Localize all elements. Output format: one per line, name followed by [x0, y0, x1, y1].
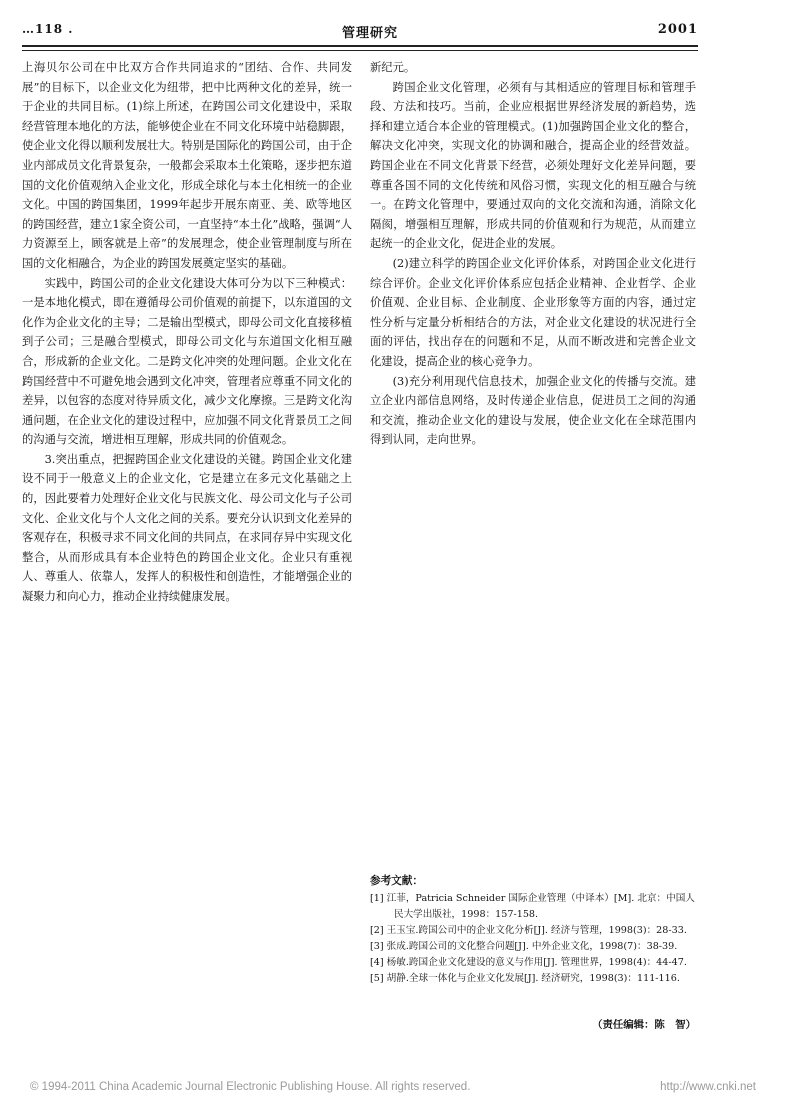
references-section [370, 873, 696, 987]
page-header [22, 22, 698, 42]
page-number: …118 . [22, 22, 74, 36]
responsible-editor: （责任编辑：陈 智） [592, 1019, 696, 1031]
journal-year: 2001 [657, 22, 698, 37]
body-paragraph: 3.突出重点，把握跨国企业文化建设的关键。跨国企业文化建设不同于一般意义上的企业文化，它是建立在多元文化基础之上的，因此要着力处理好企业文化与民族文化、母公司文化与子公司文化、企业文化与个人文化之间的关系。要充分认识到文化差异的客观存在，积极寻求不同文化间的共同点，在求同存异中实现文化整合，从而形成具有本企业特色的跨国企业文化。企业只有重视人、尊重人、依靠人，发挥人的积极性和创造性，才能增强企业的凝聚力和向心力，推动企业持续健康发展。 [22, 452, 352, 604]
references-title: 参考文献： [370, 875, 423, 887]
body-paragraph: 跨国企业文化管理，必须有与其相适应的管理目标和管理手段、方法和技巧。当前，企业应根据世界经济发展的新趋势，选择和建立适合本企业的管理模式。(1)加强跨国企业文化的整合，解决文化冲突，实现文化的协调和融合，提高企业的经营效益。跨国企业在不同文化背景下经营，必须处理好文化差异问题，要尊重各国不同的文化传统和风俗习惯，实现文化的相互融合与统一。在跨文化管理中，要通过双向的文化交流和沟通，消除文化隔阂，增强相互理解，形成共同的价值观和行为规范，从而建立起统一的企业文化，促进企业的发展。 [370, 80, 696, 251]
reference-item: [1] 江菲，Patricia Schneider 国际企业管理（中译本）[M]. 北京：中国人民大学出版社，1998：157-158. [370, 893, 695, 920]
body-paragraph: 实践中，跨国公司的企业文化建设大体可分为以下三种模式：一是本地化模式，即在遵循母公司价值观的前提下，以东道国的文化作为企业文化的主导；二是输出型模式，即母公司文化直接移植到子公司；三是融合型模式，即母公司文化与东道国文化相互融合，形成新的企业文化。二是跨文化冲突的处理问题。企业文化在跨国经营中不可避免地会遇到文化冲突，管理者应尊重不同文化的差异，以包容的态度对待异质文化，减少文化摩擦。三是跨文化沟通问题，在企业文化的建设过程中，应加强不同文化背景员工之间的沟通与交流，增进相互理解，形成共同的价值观念。 [22, 276, 352, 447]
reference-item: [3] 张成.跨国公司的文化整合问题[J]. 中外企业文化，1998(7)：38-39. [370, 941, 678, 952]
left-column [22, 58, 352, 607]
journal-section-title: 管理研究 [342, 26, 399, 41]
right-column [370, 58, 696, 450]
reference-item: [4] 杨敏.跨国企业文化建设的意义与作用[J]. 管理世界，1998(4)：44-47. [370, 957, 687, 968]
page-footer [0, 1081, 786, 1099]
copyright-notice: © 1994-2011 China Academic Journal Electronic Publishing House. All rights reserved. [30, 1081, 471, 1093]
reference-item: [5] 胡静.全球一体化与企业文化发展[J]. 经济研究，1998(3)：111-116. [370, 973, 680, 984]
reference-item: [2] 王玉宝.跨国公司中的企业文化分析[J]. 经济与管理，1998(3)：28-33. [370, 925, 687, 936]
body-paragraph: 新纪元。 [370, 61, 416, 74]
body-paragraph: (2)建立科学的跨国企业文化评价体系，对跨国企业文化进行综合评价。企业文化评价体系应包括企业精神、企业哲学、企业价值观、企业目标、企业制度、企业形象等方面的内容，通过定性分析与定量分析相结合的方法，对企业文化建设的状况进行全面的评估，找出存在的问题和不足，从而不断改进和完善企业文化建设，提高企业的核心竞争力。 [370, 256, 696, 368]
website-link[interactable]: http://www.cnki.net [660, 1081, 756, 1093]
body-paragraph: (3)充分利用现代信息技术，加强企业文化的传播与交流。建立企业内部信息网络，及时传递企业信息，促进员工之间的沟通和交流，推动企业文化的建设与发展，使企业文化在全球范围内得到认同，走向世界。 [370, 374, 696, 447]
body-paragraph: 上海贝尔公司在中比双方合作共同追求的“团结、合作、共同发展”的目标下，以企业文化为纽带，把中比两种文化的差异，统一于企业的共同目标。(1)综上所述，在跨国公司文化建设中，采取经营管理本地化的方法，能够使企业在不同文化环境中站稳脚跟，使企业文化得以顺利发展壮大。特别是国际化的跨国公司，由于企业内部成员文化背景复杂，一般都会采取本土化策略，逐步把东道国的文化价值观纳入企业文化，形成全球化与本土化相统一的企业文化。中国的跨国集团，1999年起步开展东南亚、美、欧等地区的跨国经营，建立1家全资公司，一直坚持“本土化”战略，强调“人力资源至上，顾客就是上帝”的发展理念，使企业管理制度与所在国的文化相融合，为企业的跨国发展奠定坚实的基础。 [22, 61, 352, 270]
header-rule [22, 45, 698, 51]
